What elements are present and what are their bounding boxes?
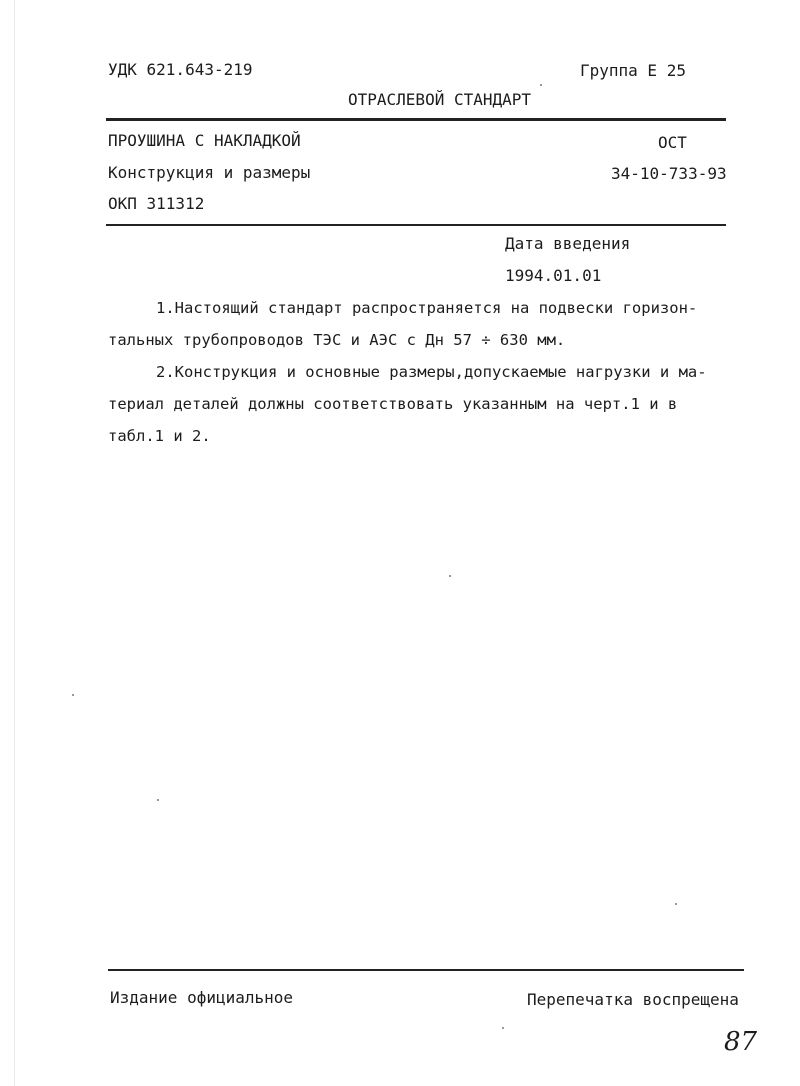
footer-rule — [108, 969, 744, 971]
intro-date-label: Дата введения — [505, 234, 631, 253]
paragraph-2-line-3: табл.1 и 2. — [108, 427, 211, 445]
paragraph-1-line-1: 1.Настоящий стандарт распространяется на подвески горизон- — [156, 299, 698, 317]
paragraph-2-line-1: 2.Конструкция и основные размеры,допускаемые нагрузки и ма- — [156, 363, 707, 381]
paragraph-1-line-2: тальных трубопроводов ТЭС и АЭС с Дн 57 ÷ 630 мм. — [108, 331, 566, 349]
document-title: ПРОУШИНА С НАКЛАДКОЙ — [108, 131, 301, 150]
header-rule-bottom — [106, 224, 726, 226]
intro-date-value: 1994.01.01 — [505, 266, 602, 285]
paragraph-2 — [108, 356, 728, 452]
group-code: Группа Е 25 — [580, 61, 686, 80]
ost-label: ОСТ — [658, 133, 687, 152]
page-number: 87 — [724, 1027, 758, 1057]
paragraph-2-line-2: териал деталей должны соответствовать указанным на черт.1 и в — [108, 395, 678, 413]
document-subtitle: Конструкция и размеры — [108, 163, 311, 182]
scan-speck — [502, 1027, 504, 1029]
edition-note: Издание официальное — [110, 988, 294, 1007]
scan-edge-shadow — [14, 0, 15, 1086]
paragraph-1 — [108, 292, 728, 356]
ost-number: 34-10-733-93 — [611, 164, 727, 183]
reprint-note: Перепечатка воспрещена — [527, 990, 739, 1009]
scan-speck — [540, 84, 542, 86]
standard-type-heading: ОТРАСЛЕВОЙ СТАНДАРТ — [348, 90, 532, 109]
scan-speck — [72, 694, 74, 696]
header-rule-top — [106, 118, 726, 121]
udc-code: УДК 621.643-219 — [108, 60, 253, 79]
okp-code: ОКП 311312 — [108, 194, 205, 213]
scan-speck — [449, 575, 451, 577]
scan-speck — [157, 799, 159, 801]
scan-speck — [675, 903, 677, 905]
